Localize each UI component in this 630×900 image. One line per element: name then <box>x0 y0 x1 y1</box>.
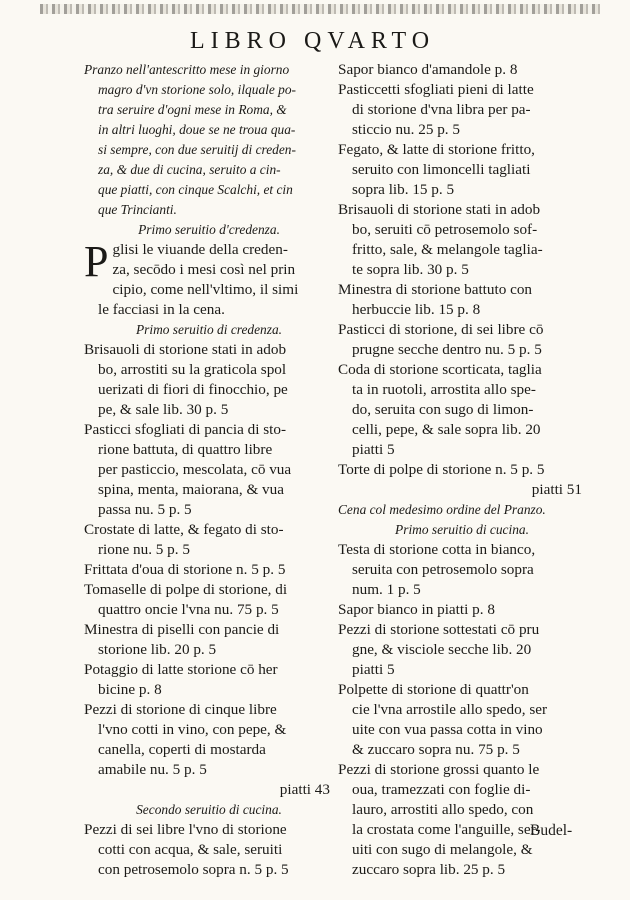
right-column-line: uite con vua passa cotta in vino <box>352 721 543 738</box>
right-column-line: herbuccie lib. 15 p. 8 <box>352 301 481 318</box>
right-column-line: piatti 5 <box>352 661 395 678</box>
left-column-line: si sempre, con due seruitij di creden- <box>98 142 296 157</box>
right-column-line: do, seruita con sugo di limon- <box>352 401 534 418</box>
right-column-line: gne, & visciole secche lib. 20 <box>352 641 532 658</box>
left-column-line: Pezzi di storione di cinque libre <box>84 701 277 718</box>
left-column-line: Potaggio di latte storione cō her <box>84 661 278 678</box>
right-column-line: Torte di polpe di storione n. 5 p. 5 <box>338 461 545 478</box>
right-column-line: la crostata come l'anguille, ser- <box>352 821 541 838</box>
left-column-line: bo, arrostiti su la graticola spol <box>98 361 287 378</box>
left-column-line: uerizati di fiori di finocchio, pe <box>98 381 288 398</box>
right-column-line: zuccaro sopra lib. 25 p. 5 <box>352 861 506 878</box>
left-column-line: Pasticci sfogliati di pancia di sto- <box>84 421 287 438</box>
left-column-line: Pezzi di sei libre l'vno di storione <box>84 821 287 838</box>
right-column-line: Pasticcetti sfogliati pieni di latte <box>338 81 534 98</box>
right-column-line: prugne secche dentro nu. 5 p. 5 <box>352 341 542 358</box>
right-column-line: Primo seruitio di cucina. <box>395 522 529 537</box>
right-column-line: Pasticci di storione, di sei libre cō <box>338 321 544 338</box>
left-column-line: Tomaselle di polpe di storione, di <box>84 581 288 598</box>
right-column-line: seruita con petrosemolo sopra <box>352 561 534 578</box>
right-column-line: Pezzi di storione grossi quanto le <box>338 761 540 778</box>
right-column-line: uiti con sugo di melangole, & <box>352 841 533 858</box>
left-column-line: Crostate di latte, & fegato di sto- <box>84 521 284 538</box>
left-column-line: storione lib. 20 p. 5 <box>98 641 217 658</box>
left-column-line: canella, coperti di mostarda <box>98 741 266 758</box>
left-column-line: con petrosemolo sopra n. 5 p. 5 <box>98 861 289 878</box>
right-column-line: piatti 51 <box>531 481 582 498</box>
left-column-line: in altri luoghi, doue se ne troua qua- <box>98 122 296 137</box>
right-column-line: & zuccaro sopra nu. 75 p. 5 <box>352 741 520 758</box>
left-column-line: cipio, come nell'vltimo, il simi <box>112 281 299 298</box>
left-column-line: que Trincianti. <box>98 202 177 217</box>
right-column-line: Fegato, & latte di storione fritto, <box>338 141 535 158</box>
left-column-line: le facciasi in la cena. <box>98 301 225 318</box>
right-column-line: Brisauoli di storione stati in adob <box>338 201 541 218</box>
left-column-line: magro d'vn storione solo, ilquale po- <box>98 82 297 97</box>
page-edge-shadow <box>40 4 600 14</box>
right-column <box>338 60 586 880</box>
left-column-line: Minestra di piselli con pancie di <box>84 621 280 638</box>
left-column-line: spina, menta, maiorana, & vua <box>98 481 284 498</box>
left-column-line: pe, & sale lib. 30 p. 5 <box>98 401 229 418</box>
left-column-line: l'vno cotti in vino, con pepe, & <box>98 721 287 738</box>
right-column-line: cie l'vna arrostile allo spedo, ser <box>352 701 548 718</box>
right-column-line: fritto, sale, & melangole taglia- <box>352 241 543 258</box>
left-column-line: Brisauoli di storione stati in adob <box>84 341 287 358</box>
left-column-line: Pranzo nell'antescritto mese in giorno <box>84 62 290 77</box>
left-column-line: Pglisi le viuande della creden- <box>84 237 288 286</box>
left-column-line: tra seruire d'ogni mese in Roma, & <box>98 102 287 117</box>
left-column-line: per pasticcio, mescolata, cō vua <box>98 461 292 478</box>
right-column-line: Polpette di storione di quattr'on <box>338 681 529 698</box>
right-column-line: di storione d'vna libra per pa- <box>352 101 531 118</box>
drop-cap: P <box>84 237 109 286</box>
left-column-line: Primo seruitio d'credenza. <box>138 222 280 237</box>
left-column-line: bicine p. 8 <box>98 681 162 698</box>
right-column-line: Cena col medesimo ordine del Pranzo. <box>338 502 546 517</box>
right-column-line: Pezzi di storione sottestati cō pru <box>338 621 540 638</box>
right-column-line: Sapor bianco d'amandole p. 8 <box>338 61 518 78</box>
catchword: Budel- <box>530 822 573 839</box>
running-head: LIBRO QVARTO <box>190 28 436 54</box>
left-column-line: que piatti, con cinque Scalchi, et cin <box>98 182 293 197</box>
left-column-line: rione nu. 5 p. 5 <box>98 541 190 558</box>
left-column-line: Frittata d'oua di storione n. 5 p. 5 <box>84 561 286 578</box>
right-column-line: num. 1 p. 5 <box>352 581 421 598</box>
right-column-line: sopra lib. 15 p. 5 <box>352 181 455 198</box>
right-column-line: bo, seruiti cō petrosemolo sof- <box>352 221 538 238</box>
right-column-line: te sopra lib. 30 p. 5 <box>352 261 469 278</box>
right-column-line: seruito con limoncelli tagliati <box>352 161 531 178</box>
right-column-line: lauro, arrostiti allo spedo, con <box>352 801 534 818</box>
right-column-line: Sapor bianco in piatti p. 8 <box>338 601 495 618</box>
right-column-line: piatti 5 <box>352 441 395 458</box>
left-column-line: za, & due di cucina, seruito a cin- <box>98 162 281 177</box>
left-column-line: quattro oncie l'vna nu. 75 p. 5 <box>98 601 279 618</box>
right-column-line: ta in ruotoli, arrostita allo spe- <box>352 381 536 398</box>
right-column-line: Minestra di storione battuto con <box>338 281 533 298</box>
left-column <box>84 60 334 880</box>
left-column-line: piatti 43 <box>279 781 330 798</box>
left-column-line: za, secōdo i mesi così nel prin <box>112 261 296 278</box>
right-column-line: celli, pepe, & sale sopra lib. 20 <box>352 421 541 438</box>
left-column-line: rione battuta, di quattro libre <box>98 441 273 458</box>
right-column-line: oua, tramezzati con foglie di- <box>352 781 531 798</box>
left-column-line: amabile nu. 5 p. 5 <box>98 761 207 778</box>
right-column-line: Coda di storione scorticata, taglia <box>338 361 542 378</box>
left-column-line: Primo seruitio di credenza. <box>135 322 283 337</box>
right-column-line: Testa di storione cotta in bianco, <box>338 541 536 558</box>
left-column-line: Secondo seruitio di cucina. <box>136 802 282 817</box>
left-column-line: passa nu. 5 p. 5 <box>98 501 192 518</box>
left-column-line: cotti con acqua, & sale, seruiti <box>98 841 283 858</box>
right-column-line: sticcio nu. 25 p. 5 <box>352 121 460 138</box>
